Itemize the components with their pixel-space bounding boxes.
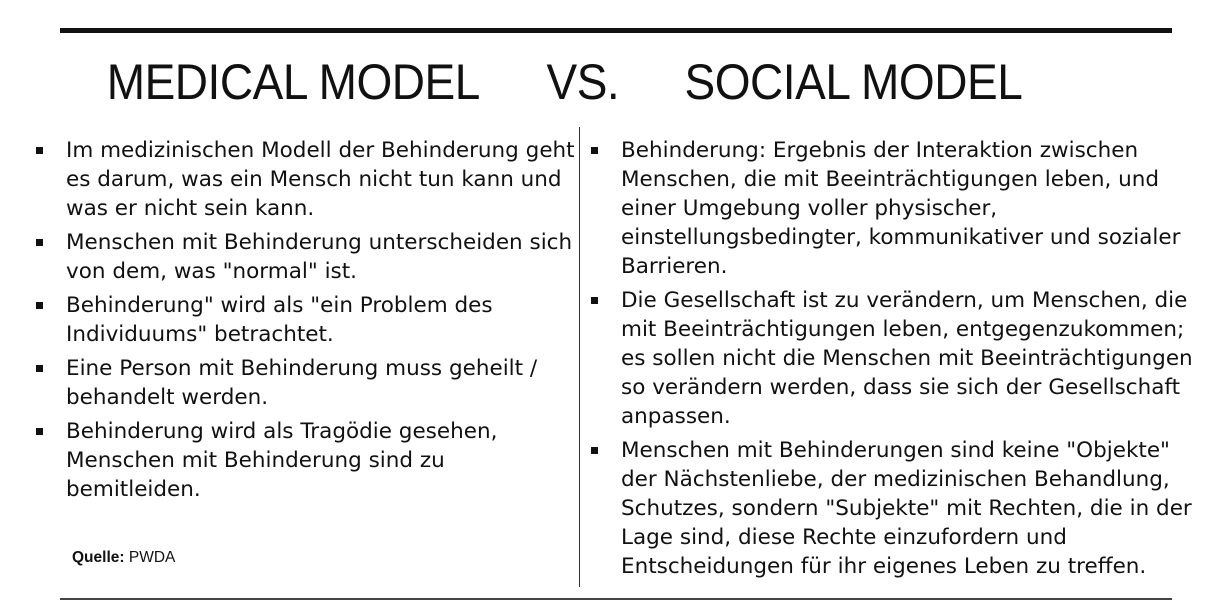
bullet-square-icon [36,365,43,372]
list-item-text: Menschen mit Behinderung unterscheiden sich von dem, was "normal" ist. [66,230,573,284]
list-item-text: Die Gesellschaft ist zu verändern, um Menschen, die mit Beeinträchtigungen leben, entgegenzukommen; es sollen nicht die Menschen mit Beeinträchtigungen so verändern werden, dass sie sich der Gesellschaft anpassen. [621,288,1193,429]
list-item [591,136,1206,281]
list-item [36,228,576,286]
bullet-square-icon [591,147,598,154]
list-item [36,354,576,412]
top-rule [60,28,1172,33]
bullet-square-icon [591,297,598,304]
social-model-list [591,136,1206,581]
list-item [36,136,576,223]
list-item [36,291,576,349]
list-item-text: Eine Person mit Behinderung muss geheilt / behandelt werden. [66,356,538,410]
list-item-text: Behinderung: Ergebnis der Interaktion zwischen Menschen, die mit Beeinträchtigungen leben, und einer Umgebung voller physischer, einstellungsbedingter, kommunikativer und sozialer Barrieren. [621,138,1181,279]
bullet-square-icon [36,428,43,435]
list-item-text: Im medizinischen Modell der Behinderung geht es darum, was ein Mensch nicht tun kann und was er nicht sein kann. [66,138,575,221]
list-item [36,417,576,504]
medical-model-column [36,136,576,509]
bullet-square-icon [36,239,43,246]
versus-label: VS. [546,54,620,110]
bullet-square-icon [591,447,598,454]
medical-model-list [36,136,576,504]
column-divider [579,127,580,587]
medical-model-title: MEDICAL MODEL [106,54,480,110]
source-value: PWDA [128,549,176,566]
list-item-text: Behinderung wird als Tragödie gesehen, Menschen mit Behinderung sind zu bemitleiden. [66,419,498,502]
source-label: Quelle: [72,549,125,566]
list-item-text: Behinderung" wird als "ein Problem des Individuums" betrachtet. [66,293,493,347]
bullet-square-icon [36,302,43,309]
social-model-title: SOCIAL MODEL [684,54,1023,110]
title-row [0,52,1122,112]
source-note [72,549,175,567]
social-model-column [591,136,1206,586]
list-item [591,286,1206,431]
bottom-rule [60,598,1172,600]
list-item [591,436,1206,581]
list-item-text: Menschen mit Behinderungen sind keine "Objekte" der Nächstenliebe, der medizinischen Behandlung, Schutzes, sondern "Subjekte" mit Rechten, die in der Lage sind, diese Rechte einzufordern und Entscheidungen für ihr eigenes Leben zu treffen. [621,438,1192,579]
bullet-square-icon [36,147,43,154]
